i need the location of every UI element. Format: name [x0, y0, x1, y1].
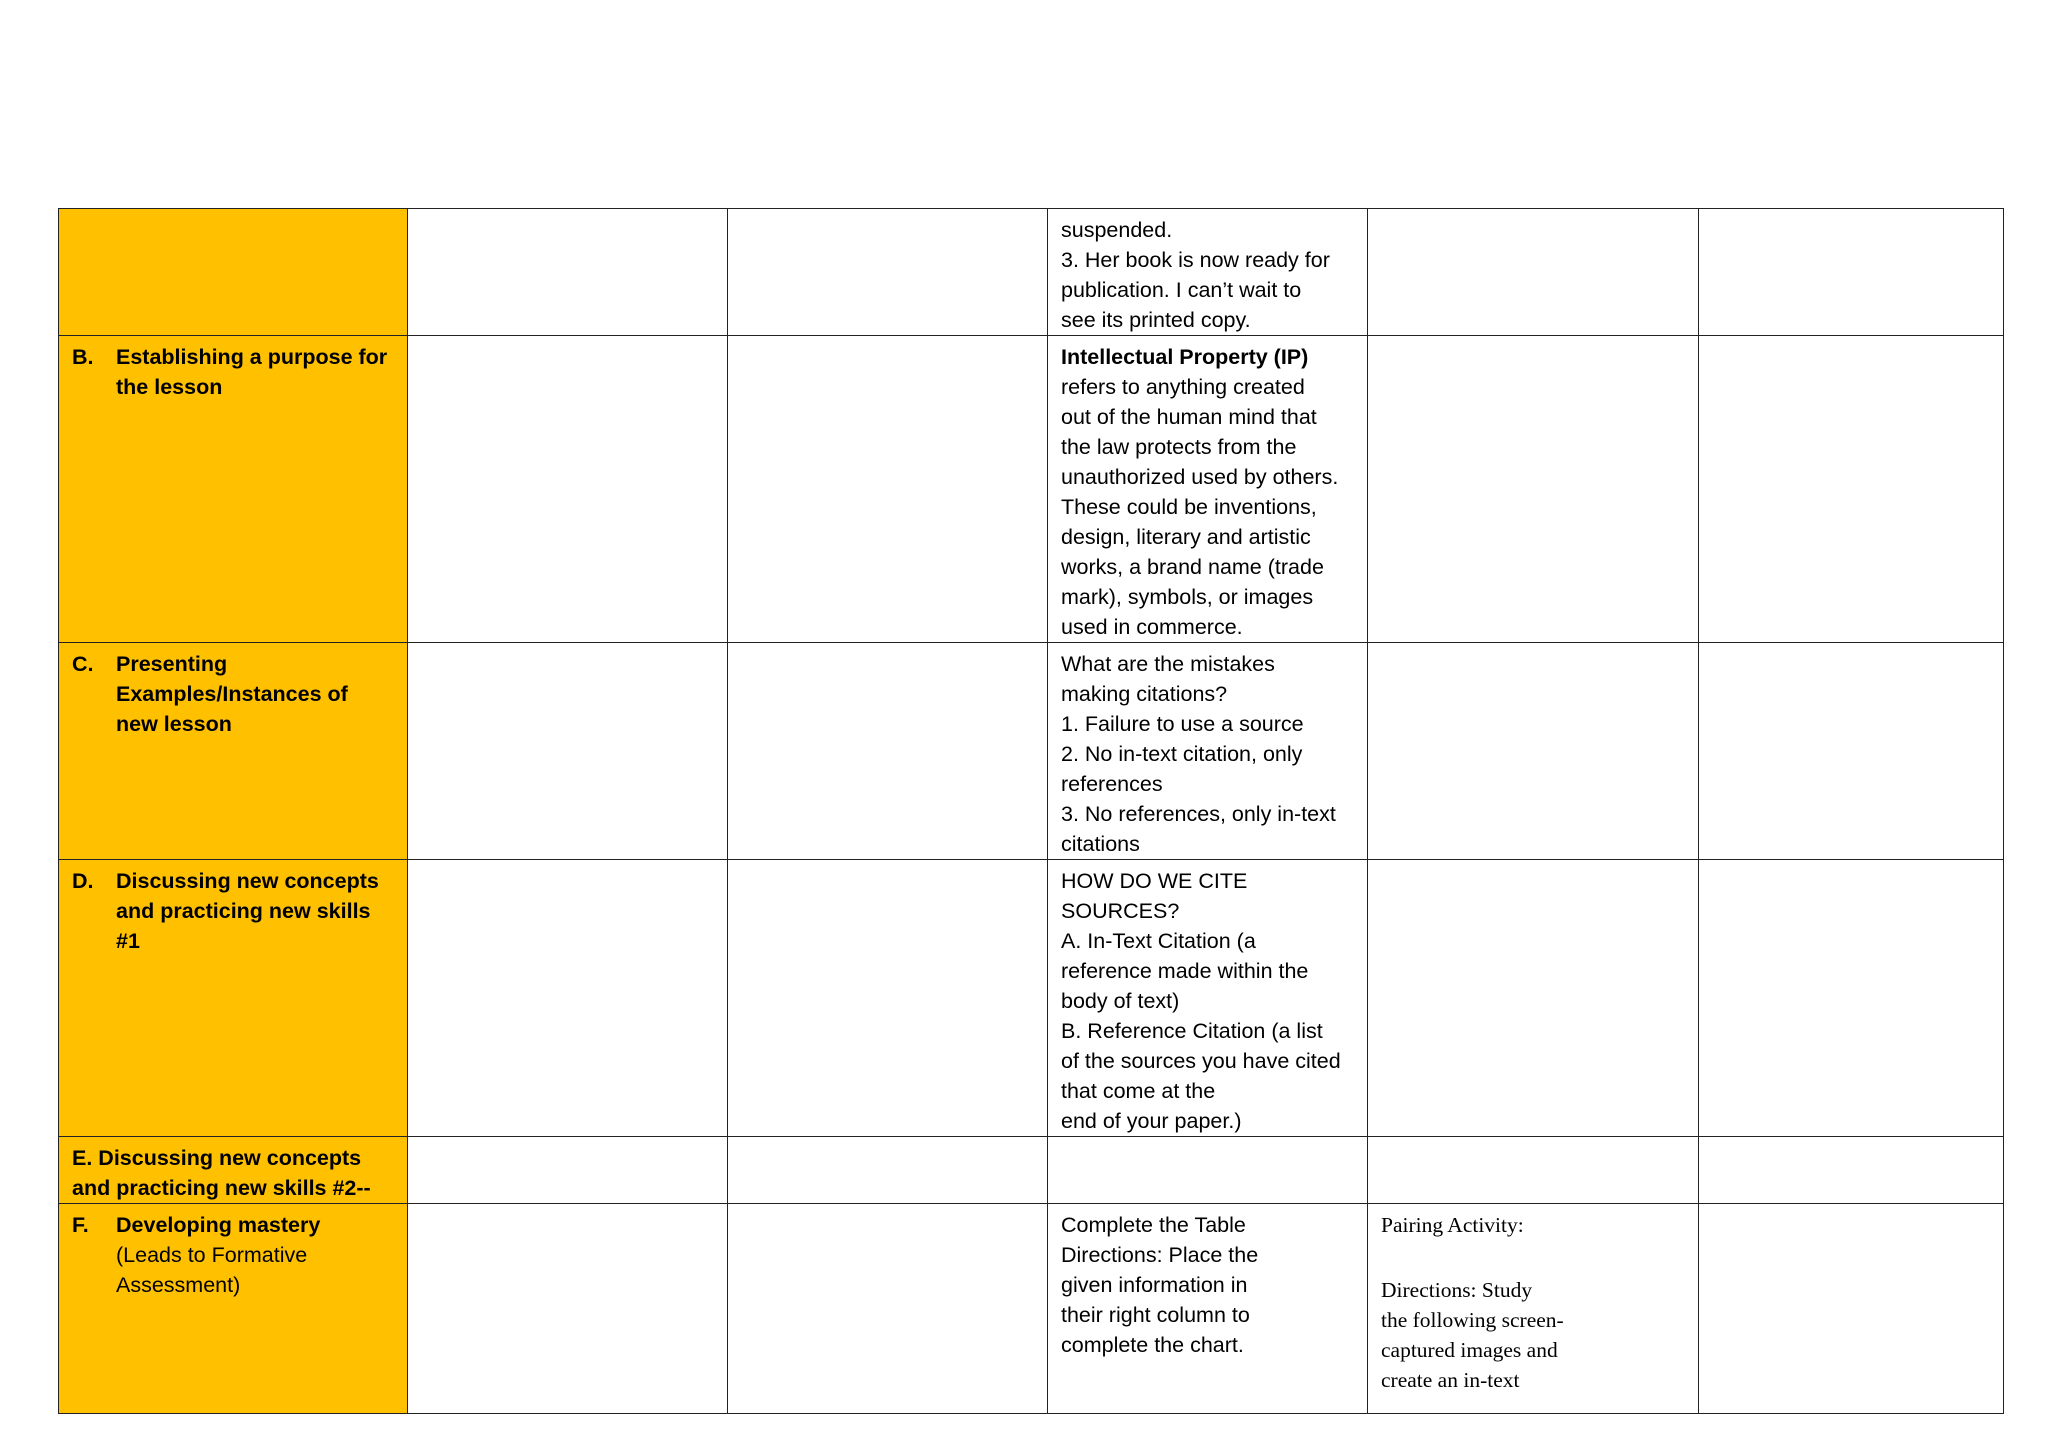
- row-label: Establishing a purpose for the lesson: [116, 345, 388, 399]
- cell-text: 1. Failure to use a source: [1061, 712, 1304, 736]
- table-cell: [728, 643, 1048, 860]
- table-cell: [1699, 643, 2004, 860]
- row-label-cell: [59, 209, 408, 336]
- row-label-cell: [59, 1204, 408, 1414]
- cell-text: body of text): [1061, 989, 1180, 1013]
- table-cell: [1048, 336, 1368, 643]
- cell-text: 2. No in-text citation, only: [1061, 742, 1303, 766]
- table-cell: [1368, 643, 1699, 860]
- cell-text: reference made within the: [1061, 959, 1309, 983]
- table-cell: [408, 643, 728, 860]
- table-cell: [408, 1204, 728, 1414]
- cell-text: What are the mistakes: [1061, 652, 1275, 676]
- table-cell: [1048, 1204, 1368, 1414]
- row-label-cell: [59, 336, 408, 643]
- table-cell: [1048, 643, 1368, 860]
- cell-text: captured images and: [1381, 1337, 1558, 1362]
- cell-text: A. In-Text Citation (a: [1061, 929, 1256, 953]
- cell-text: references: [1061, 772, 1163, 796]
- row-label: E. Discussing new concepts and practicing new skills #2--: [72, 1146, 371, 1200]
- cell-text: see its printed copy.: [1061, 308, 1251, 332]
- table-row: [59, 643, 2004, 860]
- cell-text: Complete the Table: [1061, 1213, 1246, 1237]
- cell-text: HOW DO WE CITE SOURCES?: [1061, 869, 1248, 923]
- table-cell: [1048, 860, 1368, 1137]
- cell-text: B. Reference Citation (a list: [1061, 1019, 1323, 1043]
- cell-text: complete the chart.: [1061, 1333, 1244, 1357]
- row-label-cell: [59, 1137, 408, 1204]
- table-cell: [728, 860, 1048, 1137]
- table-cell: [728, 1137, 1048, 1204]
- table-row: [59, 860, 2004, 1137]
- table-cell: [1368, 860, 1699, 1137]
- row-letter: D.: [72, 869, 94, 893]
- table-cell: [728, 209, 1048, 336]
- cell-text: making citations?: [1061, 682, 1228, 706]
- table-row: [59, 1204, 2004, 1414]
- table-cell: [408, 209, 728, 336]
- cell-text: 3. Her book is now ready for: [1061, 248, 1330, 272]
- table-cell: [1048, 209, 1368, 336]
- cell-text: Directions: Place the: [1061, 1243, 1259, 1267]
- table-cell: [408, 1137, 728, 1204]
- row-label-sub: (Leads to Formative Assessment): [116, 1243, 308, 1297]
- cell-text: unauthorized used by others.: [1061, 465, 1339, 489]
- cell-text: works, a brand name (trade: [1061, 555, 1324, 579]
- row-letter: B.: [72, 345, 94, 369]
- cell-text: design, literary and artistic: [1061, 525, 1311, 549]
- cell-text: create an in-text: [1381, 1367, 1520, 1392]
- table-cell: [408, 336, 728, 643]
- row-label: Presenting Examples/Instances of new lesson: [116, 652, 348, 736]
- cell-text: suspended.: [1061, 218, 1173, 242]
- ip-heading: Intellectual Property (IP): [1061, 345, 1309, 369]
- table-cell: [728, 1204, 1048, 1414]
- table-cell: [1368, 209, 1699, 336]
- cell-text: out of the human mind that: [1061, 405, 1317, 429]
- row-label-cell: [59, 860, 408, 1137]
- table-row: [59, 209, 2004, 336]
- cell-text: of the sources you have cited: [1061, 1049, 1341, 1073]
- table-cell: [1699, 1137, 2004, 1204]
- table-cell: [1368, 1137, 1699, 1204]
- row-label: Developing mastery: [116, 1213, 321, 1237]
- cell-text: end of your paper.): [1061, 1109, 1242, 1133]
- table-cell: [1368, 1204, 1699, 1414]
- table-cell: [1048, 1137, 1368, 1204]
- table-cell: [1699, 1204, 2004, 1414]
- table-cell: [728, 336, 1048, 643]
- cell-text: publication. I can’t wait to: [1061, 278, 1302, 302]
- row-label-cell: [59, 643, 408, 860]
- table-cell: [408, 860, 728, 1137]
- table-row: [59, 1137, 2004, 1204]
- cell-text: given information in: [1061, 1273, 1248, 1297]
- table-cell: [1699, 336, 2004, 643]
- lesson-plan-table: [58, 208, 2004, 1414]
- cell-text: These could be inventions,: [1061, 495, 1317, 519]
- pairing-activity-title: Pairing Activity:: [1381, 1213, 1524, 1237]
- row-letter: C.: [72, 652, 94, 676]
- table-row: [59, 336, 2004, 643]
- cell-text: Directions: Study: [1381, 1277, 1533, 1302]
- table-cell: [1699, 860, 2004, 1137]
- table-cell: [1699, 209, 2004, 336]
- cell-text: citations: [1061, 832, 1140, 856]
- cell-text: the following screen-: [1381, 1307, 1564, 1332]
- cell-text: 3. No references, only in-text: [1061, 802, 1336, 826]
- row-label: Discussing new concepts and practicing new skills #1: [116, 869, 379, 953]
- cell-text: refers to anything created: [1061, 375, 1305, 399]
- cell-text: used in commerce.: [1061, 615, 1243, 639]
- cell-text: the law protects from the: [1061, 435, 1297, 459]
- row-letter: F.: [72, 1213, 89, 1237]
- table-cell: [1368, 336, 1699, 643]
- cell-text: that come at the: [1061, 1079, 1216, 1103]
- cell-text: mark), symbols, or images: [1061, 585, 1314, 609]
- cell-text: their right column to: [1061, 1303, 1250, 1327]
